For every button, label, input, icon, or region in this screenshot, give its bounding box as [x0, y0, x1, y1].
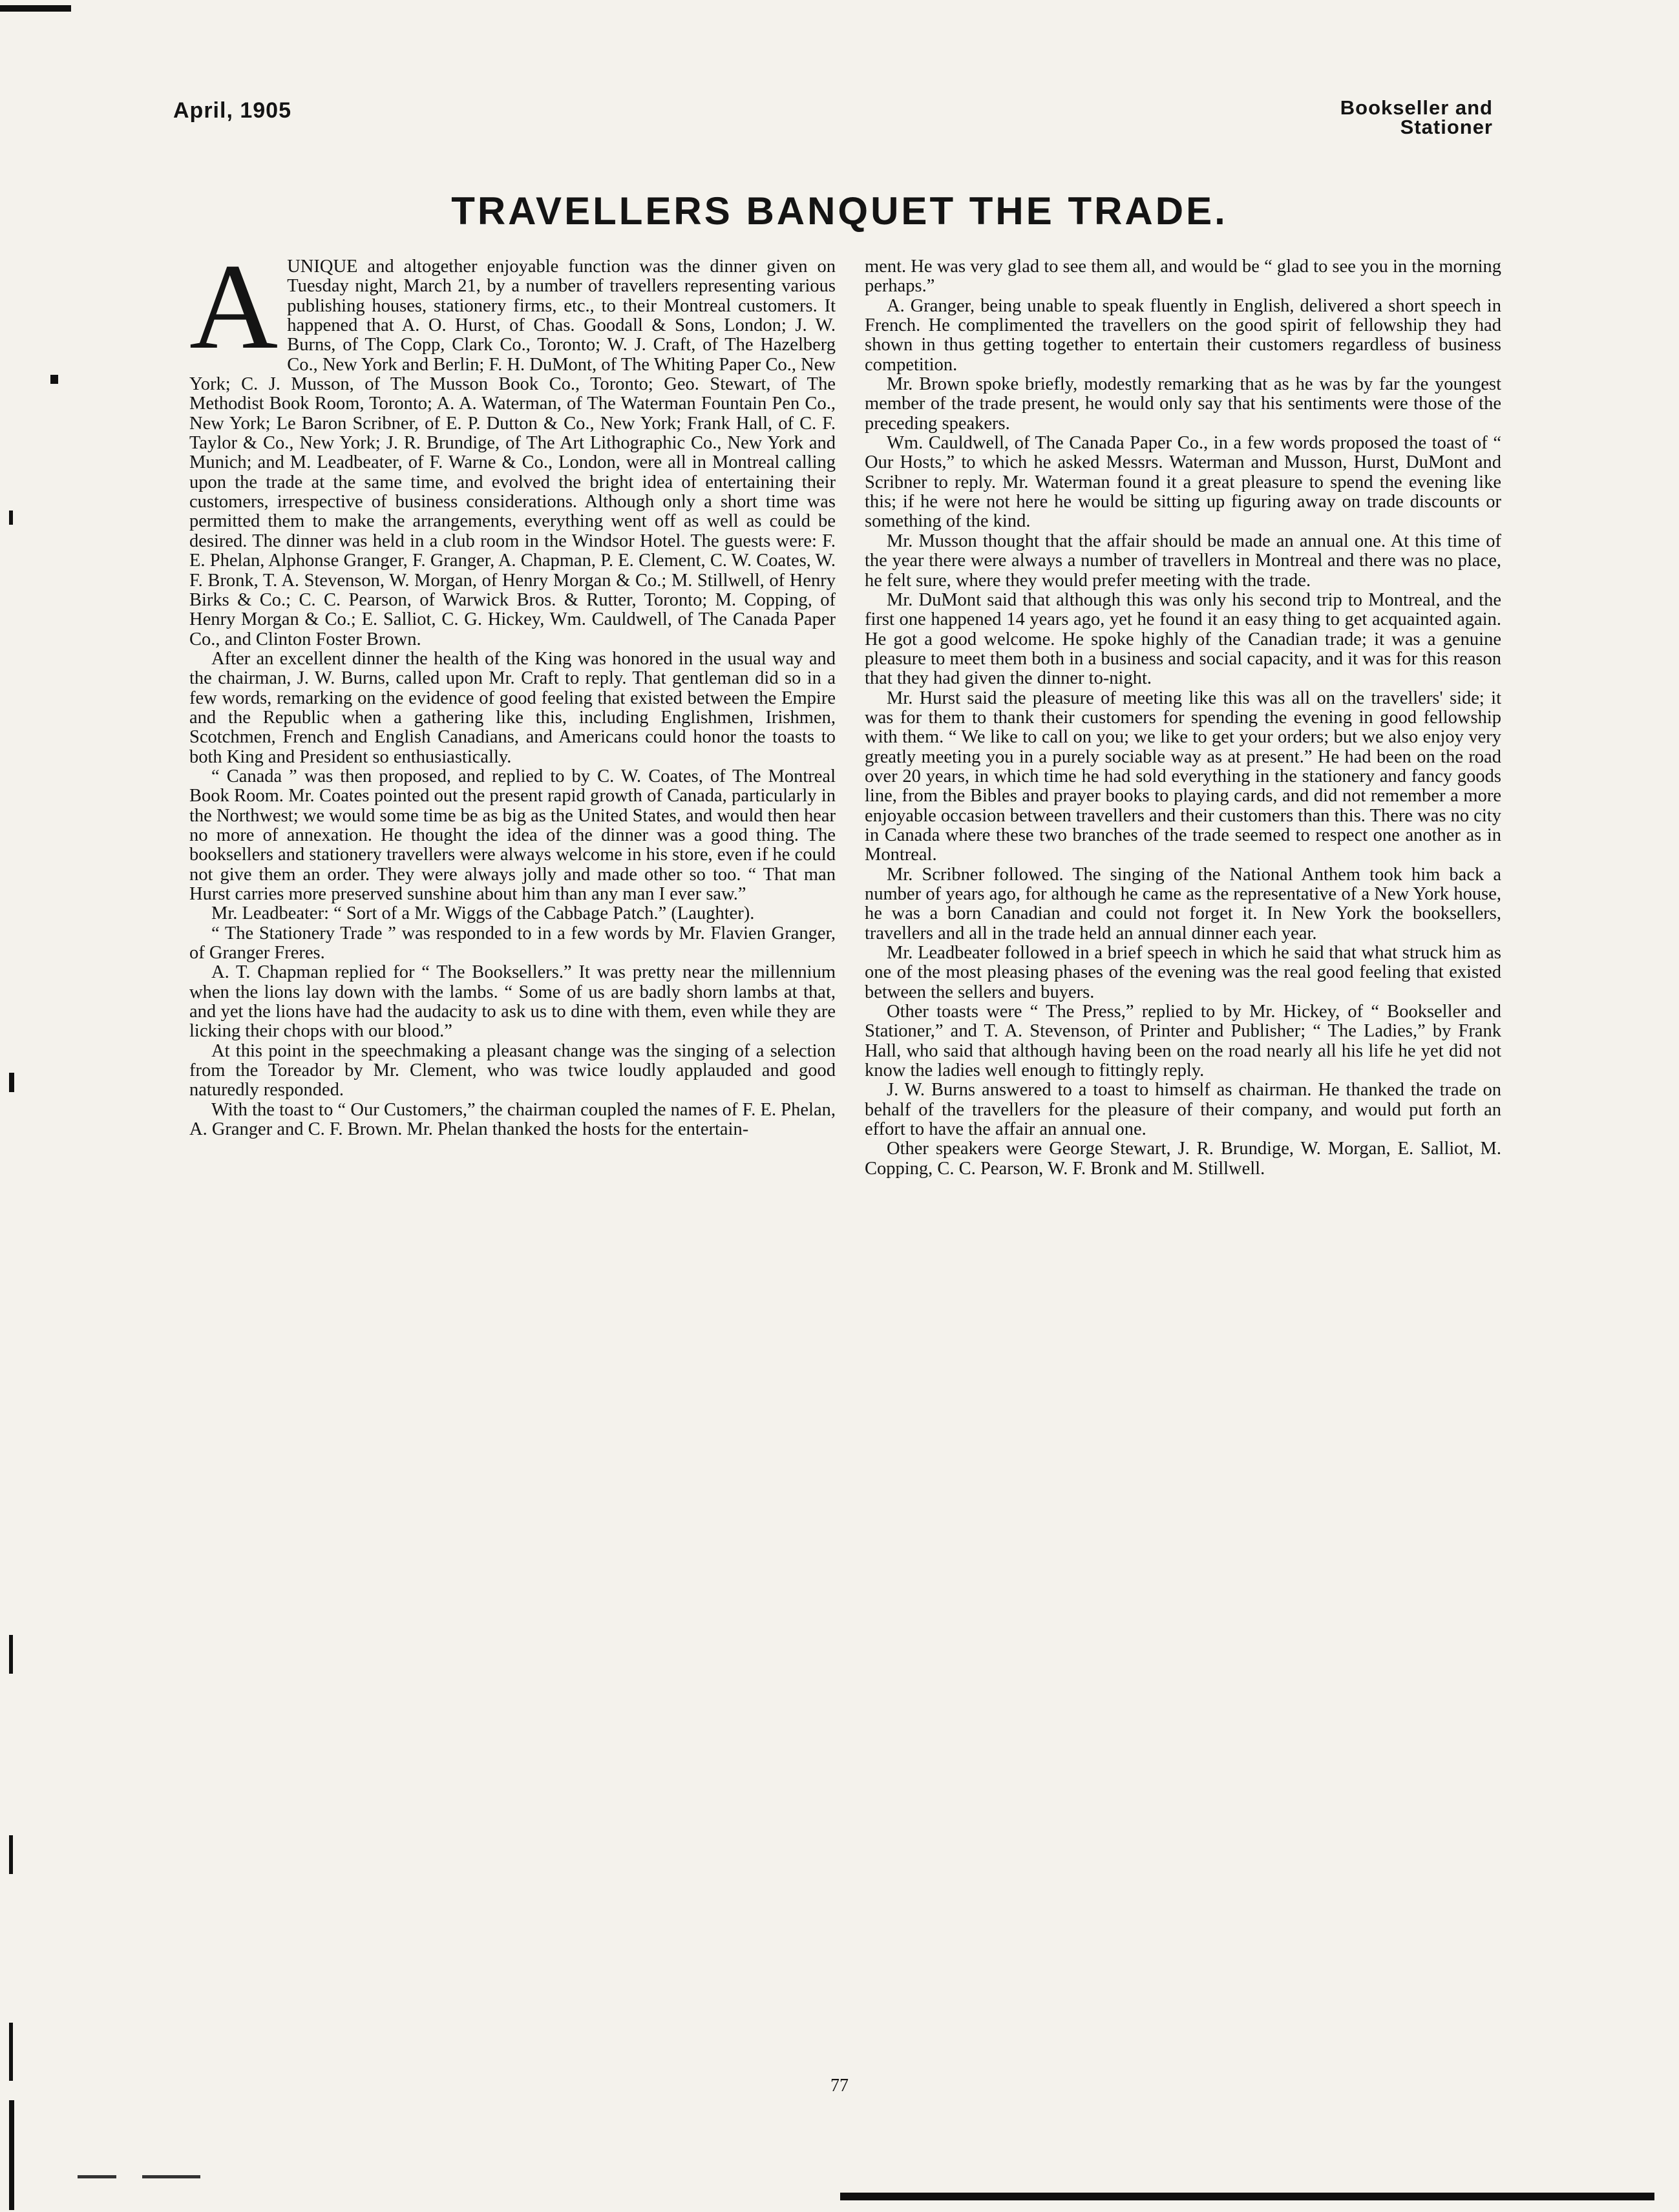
article-title: TRAVELLERS BANQUET THE TRADE. — [451, 189, 1228, 233]
paragraph: “ Canada ” was then proposed, and replied to by C. W. Coates, of The Montreal Book Room. Mr. Coates pointed out the present rapid growth of Canada, particularly in the Northwest; we would some time be as big as the United States, and would then hear no more of annexation. He thought the idea of the dinner was a good thing. The booksellers and stationery travellers were always welcome in his store, even if he could not give them an order. They were always jolly and made other so too. “ That man Hurst carries more preserved sunshine about him than any man I ever saw.” — [189, 766, 836, 904]
margin-dash — [142, 2175, 200, 2178]
margin-mark — [9, 1073, 14, 1092]
paragraph: UNIQUE and altogether enjoyable function was the dinner given on Tuesday night, March 21, by a number of travellers representing various publishing houses, stationery firms, etc., to their Montreal customers. It happened that A. O. Hurst, of Chas. Goodall & Sons, London; J. W. Burns, of The Copp, Clark Co., Toronto; W. J. Craft, of The Hazelberg Co., New York and Berlin; F. H. DuMont, of The Whiting Paper Co., New York; C. J. Musson, of The Musson Book Co., Toronto; Geo. Stewart, of The Methodist Book Room, Toronto; A. A. Waterman, of The Waterman Fountain Pen Co., New York; Le Baron Scribner, of E. P. Dutton & Co., New York; Frank Hall, of C. F. Taylor & Co., New York; J. R. Brundige, of The Art Lithographic Co., New York and Munich; and M. Leadbeater, of F. Warne & Co., London, were all in Montreal calling upon the trade at the same time, and evolved the bright idea of entertaining their customers, irrespective of business considerations. Although only a short time was permitted them to make the arrangements, everything went off as well as could be desired. The dinner was held in a club room in the Windsor Hotel. The guests were: F. E. Phelan, Alphonse Granger, F. Granger, A. Chapman, P. E. Clement, C. W. Coates, W. F. Bronk, T. A. Stevenson, W. Morgan, of Henry Morgan & Co.; M. Stillwell, of Henry Birks & Co.; C. C. Pearson, of Warwick Bros. & Rutter, Toronto; M. Copping, of Henry Morgan & Co.; E. Salliot, C. G. Hickey, Wm. Cauldwell, of The Canada Paper Co., and Clinton Foster Brown. — [189, 257, 836, 649]
margin-mark — [9, 2100, 14, 2210]
paragraph: Other speakers were George Stewart, J. R. Brundige, W. Morgan, E. Salliot, M. Copping, C. C. Pearson, W. F. Bronk and M. Stillwell. — [865, 1139, 1501, 1179]
margin-mark — [9, 1835, 13, 1874]
margin-mark — [9, 1635, 13, 1674]
page-number: 77 — [830, 2076, 849, 2096]
paragraph: A. T. Chapman replied for “ The Booksellers.” It was pretty near the millennium when the lions lay down with the lambs. “ Some of us are badly shorn lambs at that, and yet the lions have had the audacity to ask us to dine with them, even while they are licking their chops with our blood.” — [189, 962, 836, 1042]
publication-name-line2: Stationer — [1400, 116, 1493, 138]
paragraph: Mr. Hurst said the pleasure of meeting like this was all on the travellers' side; it was for them to thank their customers for spending the evening in good fellowship with them. “ We like to call on you; we like to get your orders; but we also enjoy very greatly meeting you in a purely sociable way as at present.” He had been on the road over 20 years, in which time he had sold everything in the stationery and fancy goods line, from the Bibles and prayer books to playing cards, and did not remember a more enjoyable occasion between travellers and their customers than this. There was no city in Canada where these two branches of the trade seemed to respect one another as in Montreal. — [865, 688, 1501, 865]
margin-mark — [9, 2023, 13, 2081]
paragraph: Mr. Leadbeater followed in a brief speech in which he said that what struck him as one of the most pleasing phases of the evening was the real good feeling that existed between the sellers and buyers. — [865, 943, 1501, 1002]
paragraph: Mr. Scribner followed. The singing of the National Anthem took him back a number of years ago, for although he came as the representative of a New York house, he was a born Canadian and could not forget it. In New York the booksellers, travellers and all in the trade held an annual dinner each year. — [865, 864, 1501, 943]
right-column — [865, 257, 1501, 1179]
publication-name — [1340, 98, 1493, 137]
margin-mark — [50, 375, 58, 384]
paragraph: J. W. Burns answered to a toast to himself as chairman. He thanked the trade on behalf of the travellers for the pleasure of their company, and would put forth an effort to have the affair an annual one. — [865, 1080, 1501, 1140]
paragraph: After an excellent dinner the health of the King was honored in the usual way and the chairman, J. W. Burns, called upon Mr. Craft to reply. That gentleman did so in a few words, remarking on the evidence of good feeling that existed between the Empire and the Republic when a gathering like this, including Englishmen, Irishmen, Scotchmen, French and English Canadians, and Americans could honor the toasts to both King and President so enthusiastically. — [189, 648, 836, 767]
paragraph: Mr. Brown spoke briefly, modestly remarking that as he was by far the youngest member of the trade present, he would only say that his sentiments were those of the preceding speakers. — [865, 374, 1501, 434]
paragraph: Mr. Leadbeater: “ Sort of a Mr. Wiggs of the Cabbage Patch.” (Laughter). — [211, 903, 755, 924]
issue-date: April, 1905 — [173, 98, 291, 123]
paragraph: At this point in the speechmaking a pleasant change was the singing of a selection from the Toreador by Mr. Clement, who was twice loudly applauded and good naturedly responded. — [189, 1040, 836, 1101]
drop-cap: A — [189, 239, 279, 375]
margin-mark — [9, 511, 13, 525]
left-column — [189, 239, 836, 1140]
paragraph: “ The Stationery Trade ” was responded to in a few words by Mr. Flavien Granger, of Granger Freres. — [189, 923, 836, 964]
margin-dash — [78, 2175, 116, 2178]
paragraph: A. Granger, being unable to speak fluently in English, delivered a short speech in French. He complimented the travellers on the good spirit of fellowship they had shown in thus getting together to entertain their customers regardless of business competition. — [865, 295, 1501, 375]
top-rule — [0, 5, 71, 12]
bottom-rule — [840, 2193, 1654, 2200]
paragraph: Other toasts were “ The Press,” replied to by Mr. Hickey, of “ Bookseller and Stationer,” and T. A. Stevenson, of Printer and Publisher; “ The Ladies,” by Frank Hall, who said that although having been on the road nearly all his life he yet did not know the ladies well enough to fittingly reply. — [865, 1002, 1501, 1081]
paragraph: Mr. Musson thought that the affair should be made an annual one. At this time of the year there were always a number of travellers in Montreal and there was no place, he felt sure, where they would prefer meeting with the trade. — [865, 531, 1501, 591]
paragraph: With the toast to “ Our Customers,” the chairman coupled the names of F. E. Phelan, A. Granger and C. F. Brown. Mr. Phelan thanked the hosts for the entertain- — [189, 1099, 836, 1140]
paragraph: Mr. DuMont said that although this was only his second trip to Montreal, and the first one happened 14 years ago, yet he found it an easy thing to get acquainted again. He got a good welcome. He spoke highly of the Canadian trade; it was a genuine pleasure to meet them both in a business and social capacity, and it was for this reason that they had given the dinner to-night. — [865, 589, 1501, 689]
publication-name-line1: Bookseller and — [1340, 96, 1493, 119]
paragraph: Wm. Cauldwell, of The Canada Paper Co., in a few words proposed the toast of “ Our Hosts,” to which he asked Messrs. Waterman and Musson, Hurst, DuMont and Scribner to reply. Mr. Waterman found it a great pleasure to spend the evening like this; if he were not here he would be sitting up figuring away on trade discounts or something of the kind. — [865, 433, 1501, 532]
paragraph: ment. He was very glad to see them all, and would be “ glad to see you in the morning perhaps.” — [865, 257, 1501, 297]
